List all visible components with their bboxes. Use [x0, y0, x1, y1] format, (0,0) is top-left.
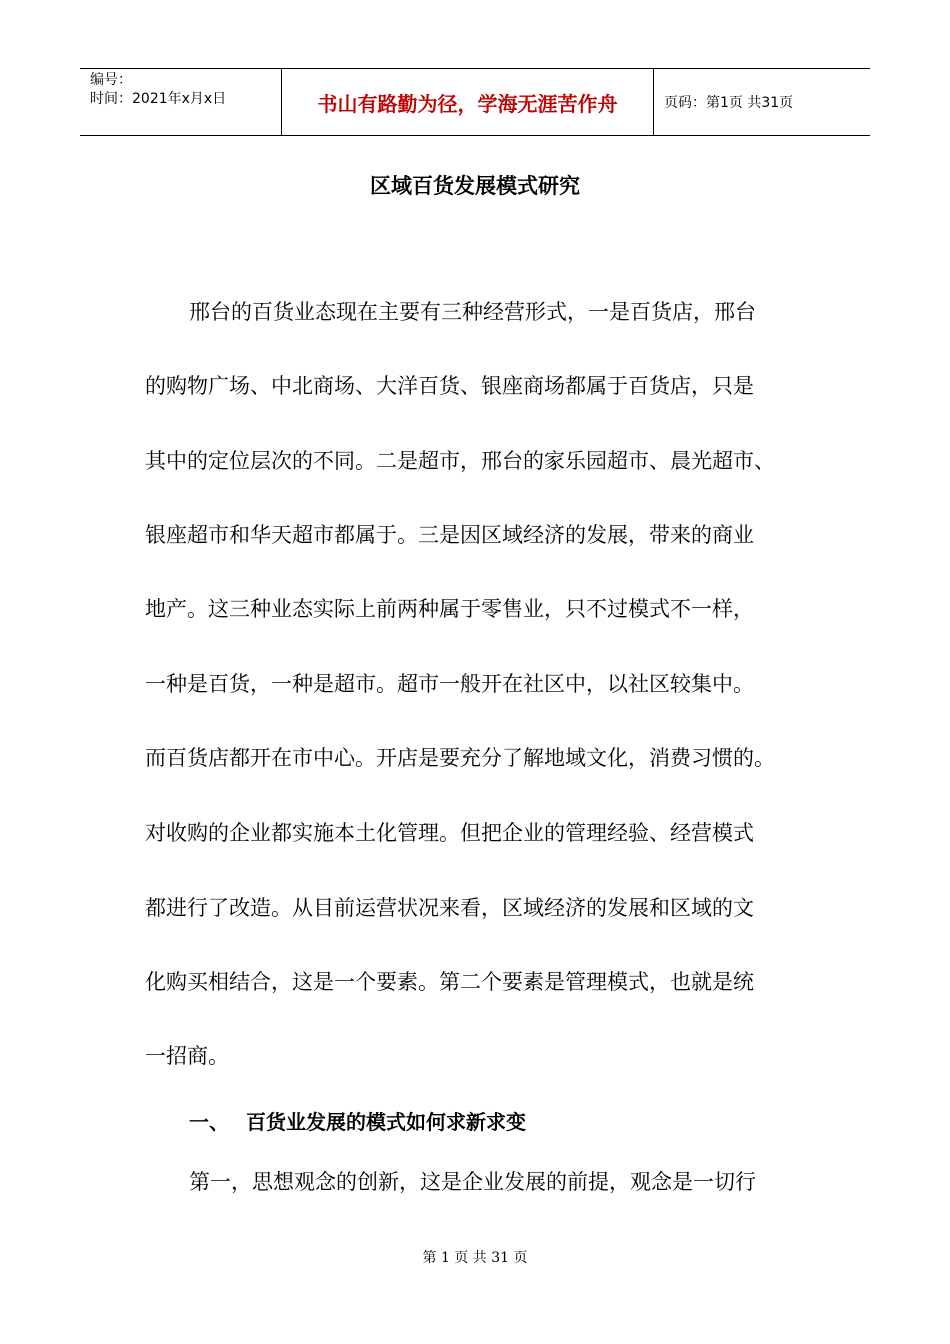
paragraph-line: 化购买相结合，这是一个要素。第二个要素是管理模式，也就是统	[145, 970, 754, 994]
section-heading	[189, 1106, 526, 1135]
paragraph-line: 一种是百货，一种是超市。超市一般开在社区中，以社区较集中。	[145, 672, 754, 696]
paragraph-line: 第一，思想观念的创新，这是企业发展的前提，观念是一切行	[189, 1170, 756, 1194]
document-title: 区域百货发展模式研究	[370, 174, 580, 198]
header-motto: 书山有路勤为径，学海无涯苦作舟	[282, 69, 654, 135]
paragraph-line: 对收购的企业都实施本土化管理。但把企业的管理经验、经营模式	[145, 821, 754, 845]
page-footer: 第 1 页 共 31 页	[422, 1250, 528, 1266]
paragraph-line: 其中的定位层次的不同。二是超市，邢台的家乐园超市、晨光超市、	[145, 449, 775, 473]
paragraph-line: 的购物广场、中北商场、大洋百货、银座商场都属于百货店，只是	[145, 374, 754, 398]
paragraph-line: 而百货店都开在市中心。开店是要充分了解地域文化，消费习惯的。	[145, 746, 775, 770]
serial-label: 编号：	[90, 72, 132, 88]
time-label: 时间：2021年x月x日	[90, 91, 227, 107]
paragraph-line: 一招商。	[145, 1044, 229, 1068]
section-number: 一、	[189, 1110, 229, 1134]
header-meta-cell	[80, 69, 282, 135]
section-title: 百货业发展的模式如何求新求变	[246, 1110, 526, 1134]
paragraph-line: 银座超市和华天超市都属于。三是因区域经济的发展，带来的商业	[145, 523, 754, 547]
header-table	[80, 68, 870, 136]
header-page-info: 页码：第1页 共31页	[664, 95, 794, 111]
paragraph-line: 都进行了改造。从目前运营状况来看，区域经济的发展和区域的文	[145, 896, 754, 920]
paragraph-line: 地产。这三种业态实际上前两种属于零售业，只不过模式不一样，	[145, 597, 754, 621]
paragraph-line: 邢台的百货业态现在主要有三种经营形式，一是百货店，邢台	[189, 300, 756, 324]
